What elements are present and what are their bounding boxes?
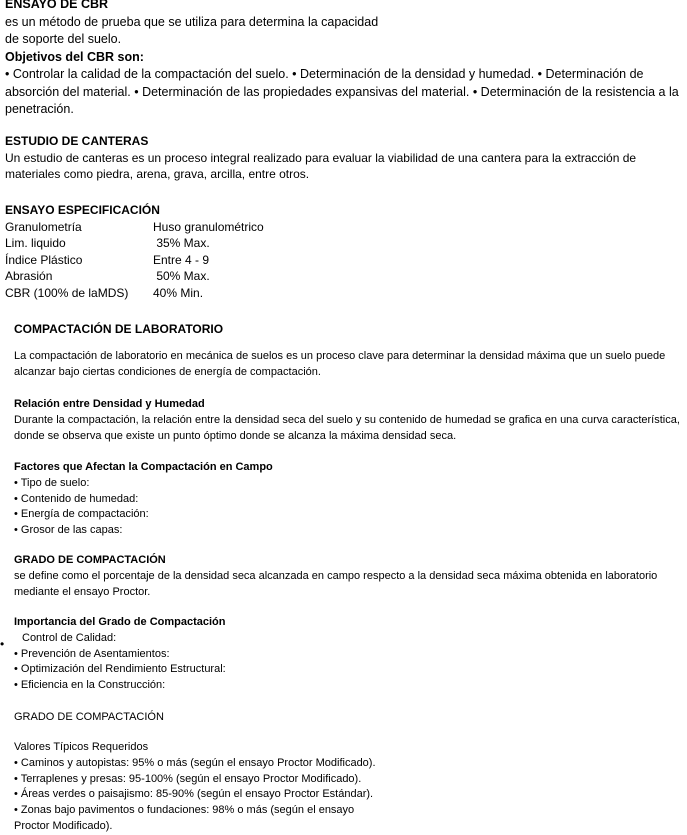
spec-key: CBR (100% de laMDS) (5, 285, 129, 300)
canteras-title: ESTUDIO DE CANTERAS (5, 134, 149, 148)
importancia-section (14, 615, 687, 694)
importancia-item: • Eficiencia en la Construcción: (14, 679, 166, 692)
spec-key: Abrasión (5, 269, 53, 283)
relacion-text: Durante la compactación, la relación entre la densidad seca del suelo y su contenido de humedad se grafica en una curva característica, donde se observa que existe un punto óptimo donde se alcanza la máxima densidad seca. (14, 413, 680, 442)
valores-item: • Terraplenes y presas: 95-100% (según el ensayo Proctor Modificado). (14, 772, 362, 785)
cbr-objectives-heading: Objetivos del CBR son: (5, 49, 144, 64)
spec-row (5, 268, 687, 285)
compactacion-body (14, 349, 687, 381)
spec-value: 40% Min. (153, 285, 204, 300)
relacion-title: Relación entre Densidad y Humedad (14, 398, 205, 410)
cbr-section (5, 0, 687, 119)
spec-value: Entre 4 - 9 (153, 252, 210, 267)
spec-value: 50% Max. (153, 269, 210, 283)
factores-item: • Tipo de suelo: (14, 476, 90, 489)
especificacion-section (5, 202, 687, 301)
canteras-section (5, 133, 687, 183)
factores-item: • Energía de compactación: (14, 508, 149, 521)
especificacion-title: ENSAYO ESPECIFICACIÓN (5, 203, 160, 217)
spec-key: Granulometría (5, 219, 82, 234)
factores-title: Factores que Afectan la Compactación en Campo (14, 461, 273, 473)
cbr-text-line-2: de soporte del suelo. (5, 32, 122, 46)
importancia-title: Importancia del Grado de Compactación (14, 616, 226, 628)
valores-item: • Áreas verdes o paisajismo: 85-90% (según el ensayo Proctor Estándar). (14, 788, 374, 801)
factores-item: • Grosor de las capas: (14, 524, 123, 537)
spec-row (5, 285, 687, 302)
valores-title: Valores Típicos Requeridos (14, 741, 149, 753)
valores-item-continuation: Proctor Modificado). (14, 819, 113, 832)
spec-key: Lim. liquido (5, 236, 66, 250)
cbr-objectives-text: • Controlar la calidad de la compactación del suelo. • Determinación de la densidad y humedad. • Determinación de absorción del material. • Determinación de las propiedades expansivas del material. • Determinación de la resistencia a la penetración. (5, 67, 679, 116)
factores-item: • Contenido de humedad: (14, 492, 139, 505)
spec-row (5, 219, 687, 236)
cbr-text-line-1: es un método de prueba que se utiliza para determina la capacidad (5, 14, 379, 29)
grado-section (14, 553, 687, 600)
grado2-title: GRADO DE COMPACTACIÓN (14, 711, 164, 723)
cbr-title: ENSAYO DE CBR (5, 0, 109, 11)
importancia-item: • Prevención de Asentamientos: (14, 647, 170, 660)
spec-row (5, 252, 687, 269)
compactacion-section (14, 321, 687, 338)
factores-section (14, 460, 687, 539)
spec-row (5, 235, 687, 252)
spec-key: Índice Plástico (5, 252, 83, 267)
valores-section (14, 740, 687, 835)
compactacion-text: La compactación de laboratorio en mecánica de suelos es un proceso clave para determinar la densidad máxima que un suelo puede alcanzar bajo ciertas condiciones de energía de compactación. (14, 350, 666, 378)
canteras-text: Un estudio de canteras es un proceso integral realizado para evaluar la viabilidad de una cantera para la extracción de materiales como piedra, arena, grava, arcilla, entre otros. (5, 150, 637, 181)
spec-value: Huso granulométrico (153, 219, 264, 234)
grado-text: se define como el porcentaje de la densidad seca alcanzada en campo respecto a la densidad seca máxima obtenida en laboratorio mediante el ensayo Proctor. (14, 569, 658, 598)
relacion-section (14, 397, 687, 444)
importancia-item-first: Control de Calidad: (22, 631, 117, 644)
importancia-bullet: • (0, 637, 5, 651)
spec-value: 35% Max. (153, 236, 210, 250)
importancia-item: • Optimización del Rendimiento Estructural: (14, 663, 226, 676)
compactacion-title: COMPACTACIÓN DE LABORATORIO (14, 322, 224, 336)
grado2-section (14, 710, 687, 726)
valores-item: • Caminos y autopistas: 95% o más (según el ensayo Proctor Modificado). (14, 756, 376, 769)
valores-item: • Zonas bajo pavimentos o fundaciones: 98% o más (según el ensayo (14, 804, 355, 817)
grado-title: GRADO DE COMPACTACIÓN (14, 554, 166, 566)
